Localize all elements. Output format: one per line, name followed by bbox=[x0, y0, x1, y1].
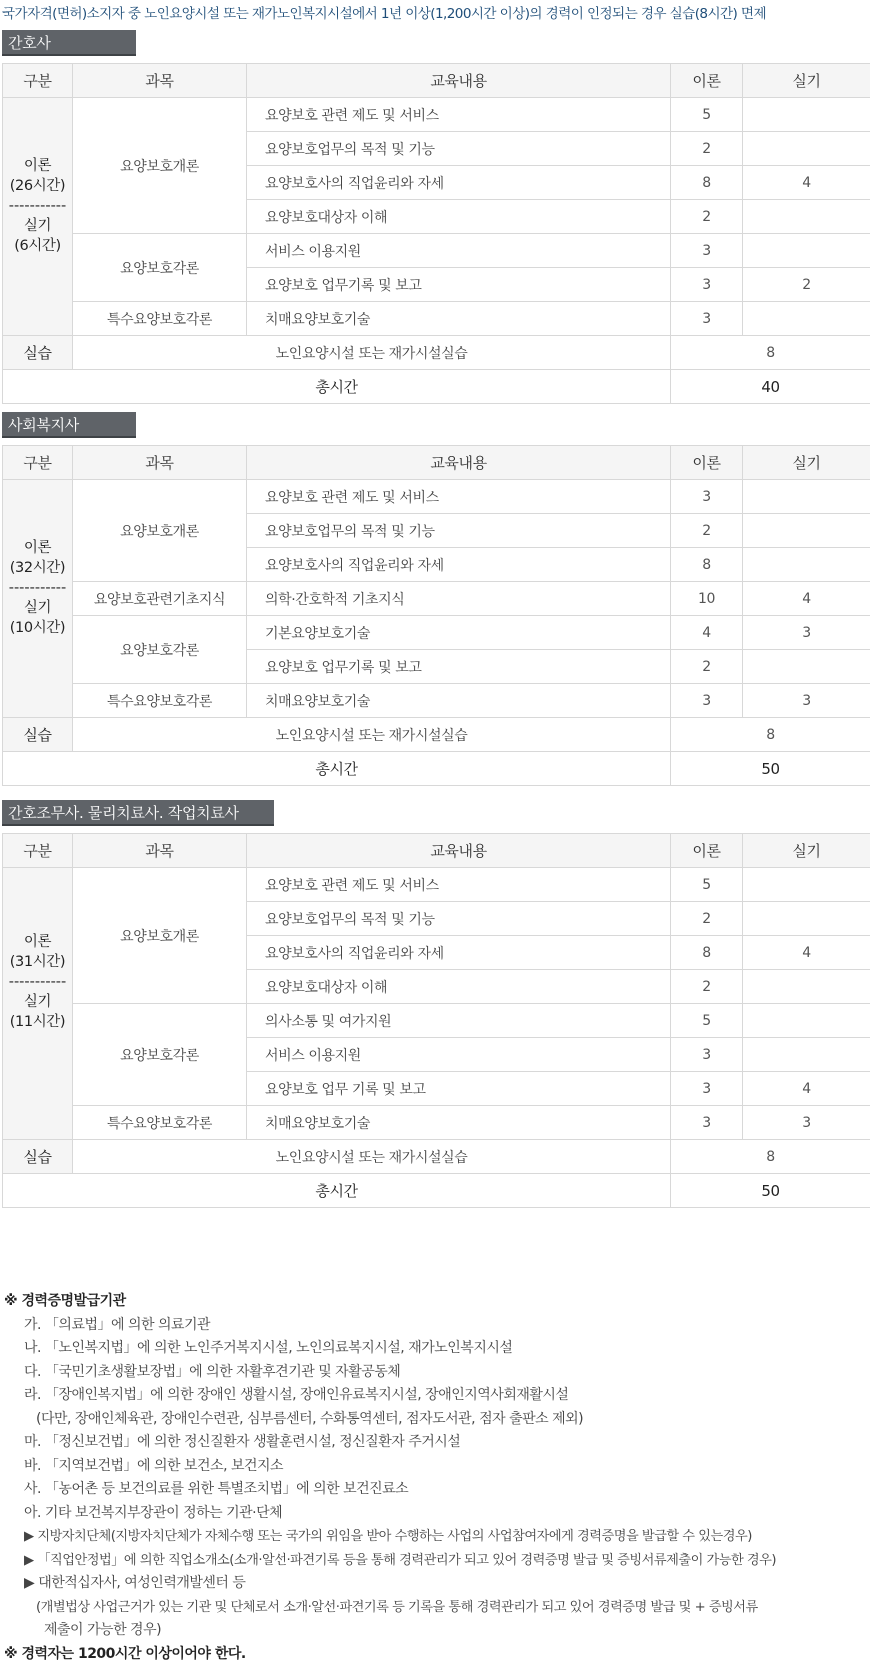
content-cell: 요양보호업무의 목적 및 기능 bbox=[247, 514, 671, 548]
subject-cell: 요양보호개론 bbox=[73, 868, 247, 1004]
gubun-cell bbox=[3, 868, 73, 1140]
theory-cell: 2 bbox=[671, 200, 743, 234]
gubun-divider: ----------- bbox=[8, 579, 67, 596]
theory-cell: 5 bbox=[671, 868, 743, 902]
header-content: 교육내용 bbox=[247, 834, 671, 868]
header-content: 교육내용 bbox=[247, 446, 671, 480]
practice-label: 실습 bbox=[3, 1140, 73, 1174]
content-cell: 요양보호 관련 제도 및 서비스 bbox=[247, 480, 671, 514]
notes-item: 나. 「노인복지법」에 의한 노인주거복지시설, 노인의료복지시설, 재가노인복지시설 bbox=[24, 1340, 513, 1356]
theory-cell: 2 bbox=[671, 514, 743, 548]
practical-cell bbox=[743, 548, 870, 582]
content-cell: 치매요양보호기술 bbox=[247, 1106, 671, 1140]
practical-cell: 4 bbox=[743, 166, 870, 200]
practice-hours: 8 bbox=[671, 1140, 870, 1174]
total-row bbox=[3, 1174, 870, 1208]
theory-cell: 5 bbox=[671, 98, 743, 132]
theory-cell: 3 bbox=[671, 1106, 743, 1140]
table-row bbox=[3, 582, 870, 616]
total-label: 총시간 bbox=[3, 370, 671, 404]
content-cell: 요양보호업무의 목적 및 기능 bbox=[247, 902, 671, 936]
notes-item: (다만, 장애인체육관, 장애인수련관, 심부름센터, 수화통역센터, 점자도서관, 점자 출판소 제외) bbox=[36, 1410, 584, 1427]
gubun-practical-hours: (10시간) bbox=[9, 619, 66, 636]
practice-hours: 8 bbox=[671, 718, 870, 752]
gubun-theory-hours: (31시간) bbox=[9, 953, 66, 970]
notes-item: ▶ 대한적십자사, 여성인력개발센터 등 bbox=[24, 1575, 246, 1591]
table-row bbox=[3, 616, 870, 650]
theory-cell: 3 bbox=[671, 302, 743, 336]
table-row bbox=[3, 98, 870, 132]
subject-cell: 요양보호각론 bbox=[73, 234, 247, 302]
practical-cell: 4 bbox=[743, 1072, 870, 1106]
table-row bbox=[3, 684, 870, 718]
content-cell: 치매요양보호기술 bbox=[247, 684, 671, 718]
practical-cell bbox=[743, 200, 870, 234]
content-cell: 서비스 이용지원 bbox=[247, 1038, 671, 1072]
practical-cell bbox=[743, 234, 870, 268]
header-row bbox=[3, 446, 870, 480]
subject-cell: 요양보호관련기초지식 bbox=[73, 582, 247, 616]
header-practical: 실기 bbox=[743, 446, 870, 480]
header-gubun: 구분 bbox=[3, 834, 73, 868]
gubun-theory-label: 이론 bbox=[23, 933, 52, 950]
theory-cell: 8 bbox=[671, 936, 743, 970]
content-cell: 요양보호 업무기록 및 보고 bbox=[247, 650, 671, 684]
table-row bbox=[3, 480, 870, 514]
notes-item: (개별법상 사업근거가 있는 기관 및 단체로서 소개·알선·파견기록 등 기록을 통해 경력관리가 되고 있어 경력증명 발급 및 + 증빙서류 bbox=[36, 1599, 758, 1615]
header-practical: 실기 bbox=[743, 64, 870, 98]
content-cell: 요양보호대상자 이해 bbox=[247, 970, 671, 1004]
header-gubun: 구분 bbox=[3, 446, 73, 480]
notes-item: 사. 「농어촌 등 보건의료를 위한 특별조치법」에 의한 보건진료소 bbox=[24, 1481, 409, 1497]
practical-cell: 3 bbox=[743, 684, 870, 718]
header-subject: 과목 bbox=[73, 834, 247, 868]
gubun-practical-label: 실기 bbox=[23, 217, 52, 234]
section-title-nursing-assistant: 간호조무사. 물리치료사. 작업치료사 bbox=[2, 800, 274, 826]
gubun-practical-hours: (6시간) bbox=[14, 237, 61, 254]
content-cell: 요양보호대상자 이해 bbox=[247, 200, 671, 234]
gubun-theory-label: 이론 bbox=[23, 157, 52, 174]
practice-content: 노인요양시설 또는 재가시설실습 bbox=[73, 718, 671, 752]
table-row bbox=[3, 302, 870, 336]
subject-cell: 특수요양보호각론 bbox=[73, 302, 247, 336]
notes bbox=[4, 1290, 776, 1666]
header-subject: 과목 bbox=[73, 446, 247, 480]
practical-cell bbox=[743, 514, 870, 548]
notes-item: 바. 「지역보건법」에 의한 보건소, 보건지소 bbox=[24, 1457, 284, 1474]
practical-cell bbox=[743, 650, 870, 684]
header-practical: 실기 bbox=[743, 834, 870, 868]
gubun-practical-label: 실기 bbox=[23, 993, 52, 1010]
notes-item: 가. 「의료법」에 의한 의료기관 bbox=[24, 1316, 211, 1333]
theory-cell: 2 bbox=[671, 970, 743, 1004]
practice-row bbox=[3, 718, 870, 752]
content-cell: 요양보호 관련 제도 및 서비스 bbox=[247, 98, 671, 132]
gubun-practical-hours: (11시간) bbox=[9, 1013, 66, 1030]
content-cell: 의사소통 및 여가지원 bbox=[247, 1004, 671, 1038]
practice-content: 노인요양시설 또는 재가시설실습 bbox=[73, 336, 671, 370]
content-cell: 요양보호사의 직업윤리와 자세 bbox=[247, 166, 671, 200]
content-cell: 서비스 이용지원 bbox=[247, 234, 671, 268]
header-theory: 이론 bbox=[671, 446, 743, 480]
practical-cell bbox=[743, 302, 870, 336]
notes-item: ▶ 지방자치단체(지방자치단체가 자체수행 또는 국가의 위임을 받아 수행하는 사업의 사업참여자에게 경력증명을 발급할 수 있는경우) bbox=[24, 1529, 752, 1544]
header-row bbox=[3, 834, 870, 868]
total-value: 40 bbox=[671, 370, 870, 404]
notes-footer: ※ 경력자는 1200시간 이상이어야 한다. bbox=[4, 1645, 246, 1662]
header-row bbox=[3, 64, 870, 98]
table-row bbox=[3, 868, 870, 902]
content-cell: 요양보호 업무기록 및 보고 bbox=[247, 268, 671, 302]
practical-cell bbox=[743, 1038, 870, 1072]
header-theory: 이론 bbox=[671, 64, 743, 98]
content-cell: 치매요양보호기술 bbox=[247, 302, 671, 336]
theory-cell: 4 bbox=[671, 616, 743, 650]
total-label: 총시간 bbox=[3, 752, 671, 786]
notes-heading: ※ 경력증명발급기관 bbox=[4, 1293, 126, 1309]
practical-cell: 3 bbox=[743, 616, 870, 650]
subject-cell: 특수요양보호각론 bbox=[73, 684, 247, 718]
gubun-divider: ----------- bbox=[8, 197, 67, 214]
table-row bbox=[3, 1004, 870, 1038]
content-cell: 의학·간호학적 기초지식 bbox=[247, 582, 671, 616]
practical-cell bbox=[743, 480, 870, 514]
content-cell: 기본요양보호기술 bbox=[247, 616, 671, 650]
practice-hours: 8 bbox=[671, 336, 870, 370]
theory-cell: 3 bbox=[671, 480, 743, 514]
theory-cell: 2 bbox=[671, 132, 743, 166]
practical-cell: 3 bbox=[743, 1106, 870, 1140]
practical-cell bbox=[743, 868, 870, 902]
theory-cell: 3 bbox=[671, 234, 743, 268]
theory-cell: 3 bbox=[671, 1072, 743, 1106]
practice-label: 실습 bbox=[3, 336, 73, 370]
total-value: 50 bbox=[671, 1174, 870, 1208]
content-cell: 요양보호사의 직업윤리와 자세 bbox=[247, 936, 671, 970]
practice-row bbox=[3, 336, 870, 370]
practical-cell bbox=[743, 132, 870, 166]
section-title-nurse: 간호사 bbox=[2, 30, 136, 56]
notes-item: 제출이 가능한 경우) bbox=[44, 1622, 162, 1638]
practice-content: 노인요양시설 또는 재가시설실습 bbox=[73, 1140, 671, 1174]
gubun-theory-label: 이론 bbox=[23, 539, 52, 556]
total-row bbox=[3, 752, 870, 786]
practice-row bbox=[3, 1140, 870, 1174]
notes-item: 아. 기타 보건복지부장관이 정하는 기관·단체 bbox=[24, 1504, 283, 1521]
course-table-nursing-assistant bbox=[2, 833, 870, 1208]
gubun-theory-hours: (32시간) bbox=[9, 559, 66, 576]
theory-cell: 3 bbox=[671, 1038, 743, 1072]
theory-cell: 5 bbox=[671, 1004, 743, 1038]
header-content: 교육내용 bbox=[247, 64, 671, 98]
gubun-divider: ----------- bbox=[8, 973, 67, 990]
content-cell: 요양보호사의 직업윤리와 자세 bbox=[247, 548, 671, 582]
header-theory: 이론 bbox=[671, 834, 743, 868]
total-row bbox=[3, 370, 870, 404]
notes-item: 다. 「국민기초생활보장법」에 의한 자활후견기관 및 자활공동체 bbox=[24, 1363, 401, 1380]
theory-cell: 3 bbox=[671, 684, 743, 718]
practical-cell: 2 bbox=[743, 268, 870, 302]
practical-cell bbox=[743, 1004, 870, 1038]
theory-cell: 2 bbox=[671, 902, 743, 936]
notes-item: 라. 「장애인복지법」에 의한 장애인 생활시설, 장애인유료복지시설, 장애인지역사회재활시설 bbox=[24, 1387, 569, 1403]
content-cell: 요양보호 업무 기록 및 보고 bbox=[247, 1072, 671, 1106]
table-row bbox=[3, 234, 870, 268]
subject-cell: 요양보호각론 bbox=[73, 616, 247, 684]
theory-cell: 3 bbox=[671, 268, 743, 302]
table-row bbox=[3, 1106, 870, 1140]
total-label: 총시간 bbox=[3, 1174, 671, 1208]
practical-cell: 4 bbox=[743, 582, 870, 616]
theory-cell: 10 bbox=[671, 582, 743, 616]
gubun-practical-label: 실기 bbox=[23, 599, 52, 616]
section-title-social-worker: 사회복지사 bbox=[2, 412, 136, 438]
theory-cell: 8 bbox=[671, 548, 743, 582]
practice-label: 실습 bbox=[3, 718, 73, 752]
content-cell: 요양보호업무의 목적 및 기능 bbox=[247, 132, 671, 166]
gubun-cell bbox=[3, 480, 73, 718]
practical-cell: 4 bbox=[743, 936, 870, 970]
theory-cell: 8 bbox=[671, 166, 743, 200]
subject-cell: 요양보호개론 bbox=[73, 98, 247, 234]
gubun-cell bbox=[3, 98, 73, 336]
theory-cell: 2 bbox=[671, 650, 743, 684]
course-table-social-worker bbox=[2, 445, 870, 786]
header-subject: 과목 bbox=[73, 64, 247, 98]
subject-cell: 요양보호개론 bbox=[73, 480, 247, 582]
practical-cell bbox=[743, 98, 870, 132]
content-cell: 요양보호 관련 제도 및 서비스 bbox=[247, 868, 671, 902]
notes-item: ▶ 「직업안정법」에 의한 직업소개소(소개·알선·파견기록 등을 통해 경력관리가 되고 있어 경력증명 발급 및 증빙서류제출이 가능한 경우) bbox=[24, 1552, 777, 1568]
practical-cell bbox=[743, 902, 870, 936]
notes-item: 마. 「정신보건법」에 의한 정신질환자 생활훈련시설, 정신질환자 주거시설 bbox=[24, 1434, 461, 1450]
header-gubun: 구분 bbox=[3, 64, 73, 98]
intro-text: 국가자격(면허)소지자 중 노인요양시설 또는 재가노인복지시설에서 1년 이상(1,200시간 이상)의 경력이 인정되는 경우 실습(8시간) 면제 bbox=[2, 6, 766, 22]
course-table-nurse bbox=[2, 63, 870, 404]
gubun-theory-hours: (26시간) bbox=[9, 177, 66, 194]
total-value: 50 bbox=[671, 752, 870, 786]
subject-cell: 특수요양보호각론 bbox=[73, 1106, 247, 1140]
practical-cell bbox=[743, 970, 870, 1004]
subject-cell: 요양보호각론 bbox=[73, 1004, 247, 1106]
